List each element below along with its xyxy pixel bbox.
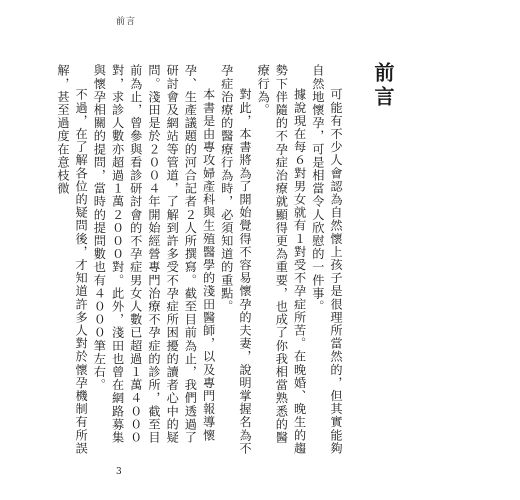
body-text (54, 64, 345, 456)
paragraph: 本書是由專攻婦產科與生殖醫學的淺田醫師，以及專門報導懷孕、生產議題的河合記者２人所撰寫。截至目前為止，我們透過了研討會及網站等管道，了解到許多受不孕症所困擾的讀者心中的疑問。淺田是於２００４年開始經營專門治療不孕症的診所，截至目前為止，曾參與看診研討會的不孕症男女人數已超過１萬４０００對，求診人數亦超過１萬２０００對。此外，淺田也曾在網路募集與懷孕相關的提問，當時的提問數也有４０００筆左右。 (92, 64, 216, 444)
running-head: 前言 (116, 17, 137, 27)
paragraph: 不過，在了解各位的疑問後，才知道許多人對於懷孕機制有所誤解，甚至過度在意枝微 (55, 64, 89, 456)
page-number: 3 (116, 467, 122, 477)
paragraph: 據說現在每６對男女就有１對受不孕症所苦。在晚婚、晚生的趨勢下伴隨的不孕症治療就顯得更為重要，也成了你我相當熟悉的醫療行為。 (256, 64, 307, 456)
paragraph: 對此，本書將為了開始覺得不容易懷孕的夫妻，說明掌握名為不孕症治療的醫療行為時，必須知道的重點。 (219, 64, 252, 456)
chapter-title: 前言 (371, 62, 395, 110)
paragraph: 可能有不少人會認為自然懷上孩子是很理所當然的，但其實能夠自然地懷孕，可是相當令人欣慰的一件事。 (310, 64, 343, 456)
